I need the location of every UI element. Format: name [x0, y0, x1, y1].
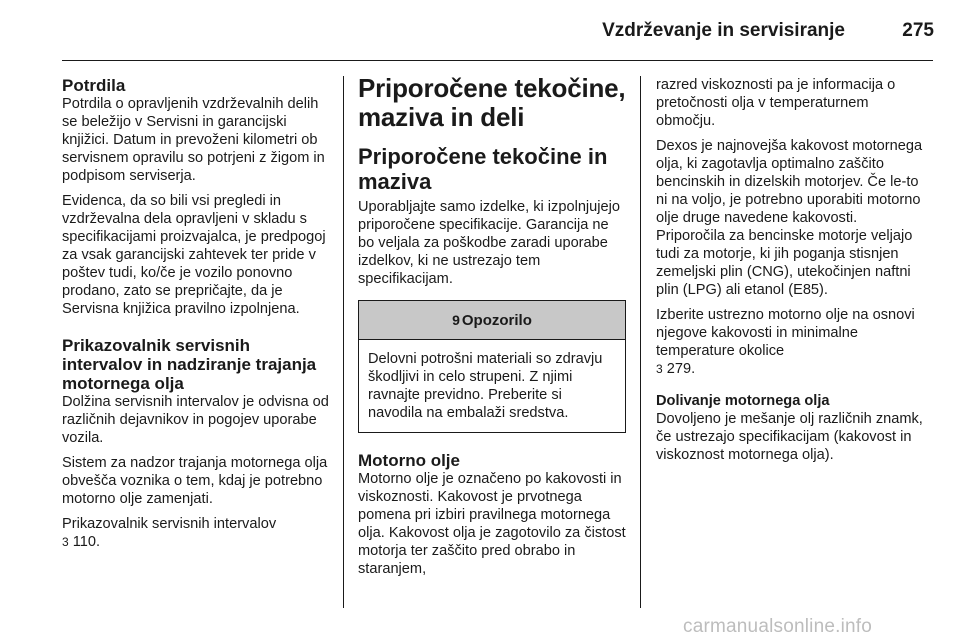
page-reference-arrow-icon: 3 [656, 362, 663, 376]
watermark-text: carmanualsonline.info [683, 616, 873, 637]
paragraph: Dolžina servisnih intervalov je odvisna od različnih dejavnikov in pogojev uporabe vozila. [62, 394, 329, 446]
paragraph-text: Izberite ustrezno motorno olje na osnovi njegove kakovosti in minimalne temperature okolice [656, 307, 915, 359]
paragraph: Dexos je najnovejša kakovost motornega olja, ki zagotavlja optimalno zaščito bencinskih in dizelskih motorjev. Če le-to ni na voljo, je potrebno uporabiti motorno olje druge navedene kakovosti. Priporočila za bencinske motorje veljajo tudi za motorje, ki jih poganja stisnjen zemeljski plin (CNG), utekočinjen naftni plin (LPG) ali etanol (E85). [656, 138, 923, 298]
column-3 [656, 76, 924, 471]
section-heading-potrdila: Potrdila [62, 76, 126, 95]
paragraph: Uporabljajte samo izdelke, ki izpolnjujejo priporočene specifikacije. Garancija ne bo veljala za poškodbe zaradi uporabe izdelkov, ki ne ustrezajo tem specifikacijam. [358, 199, 621, 287]
header-divider [62, 60, 933, 61]
warning-box [358, 300, 626, 433]
paragraph: Motorno olje je označeno po kakovosti in viskoznosti. Kakovost je prvotnega pomena pri izbiri pravilnega motornega olja. Kakovost olja je zagotovilo za čistost motorja ter zaščito pred obrabo in staranjem, [358, 471, 626, 577]
subchapter-heading: Priporočene tekočine in maziva [358, 144, 608, 194]
warning-title: Opozorilo [461, 312, 532, 329]
page-number: 275 [902, 20, 934, 41]
section-heading-service-interval: Prikazovalnik servisnih intervalov in nadziranje trajanja motornega olja [62, 336, 317, 393]
paragraph: Potrdila o opravljenih vzdrževalnih delih se beležijo v Servisni in garancijski knjižici. Datum in prevoženi kilometri ob servisnem opravilu so potrjeni z žigom in podpisom serviserja. [62, 96, 325, 184]
paragraph-with-reference [62, 515, 330, 551]
warning-text: Delovni potrošni materiali so zdravju škodljivi in celo strupeni. Z njimi ravnajte previdno. Preberite si navodila na embalaži sredstva. [368, 351, 603, 421]
page-reference-link[interactable]: 110. [72, 534, 101, 550]
paragraph: razred viskoznosti pa je informacija o pretočnosti olja v temperaturnem območju. [656, 77, 896, 129]
column-divider-2 [640, 76, 641, 608]
section-heading-dolivanje: Dolivanje motornega olja [656, 393, 830, 409]
page-reference-arrow-icon: 3 [62, 535, 69, 549]
section-heading-motorno-olje: Motorno olje [358, 451, 460, 470]
paragraph: Sistem za nadzor trajanja motornega olja obvešča voznika o tem, kdaj je potrebno motorno olje zamenjati. [62, 455, 328, 507]
column-1 [62, 76, 330, 558]
warning-header [359, 301, 625, 340]
paragraph: Dovoljeno je mešanje olj različnih znamk, če ustrezajo specifikacijam (kakovost in viskoznost motornega olja). [656, 411, 923, 463]
paragraph-with-reference [656, 306, 924, 378]
header-title: Vzdrževanje in servisiranje [602, 20, 845, 41]
chapter-heading: Priporočene tekočine, maziva in deli [358, 73, 626, 132]
paragraph-text: Prikazovalnik servisnih intervalov [62, 516, 277, 532]
page-reference-link[interactable]: 279. [666, 361, 696, 377]
column-divider-1 [343, 76, 344, 608]
warning-icon: 9 [452, 312, 460, 328]
column-2 [358, 73, 626, 585]
paragraph: Evidenca, da so bili vsi pregledi in vzdrževalna dela opravljeni v skladu s specifikacijami proizvajalca, je predpogoj za vsak garancijski zahtevek ter pride v poštev tudi, ko/če je vozilo ponovno prodano, zato se prepričajte, da je Servisna knjižica pravilno izpolnjena. [62, 193, 326, 317]
